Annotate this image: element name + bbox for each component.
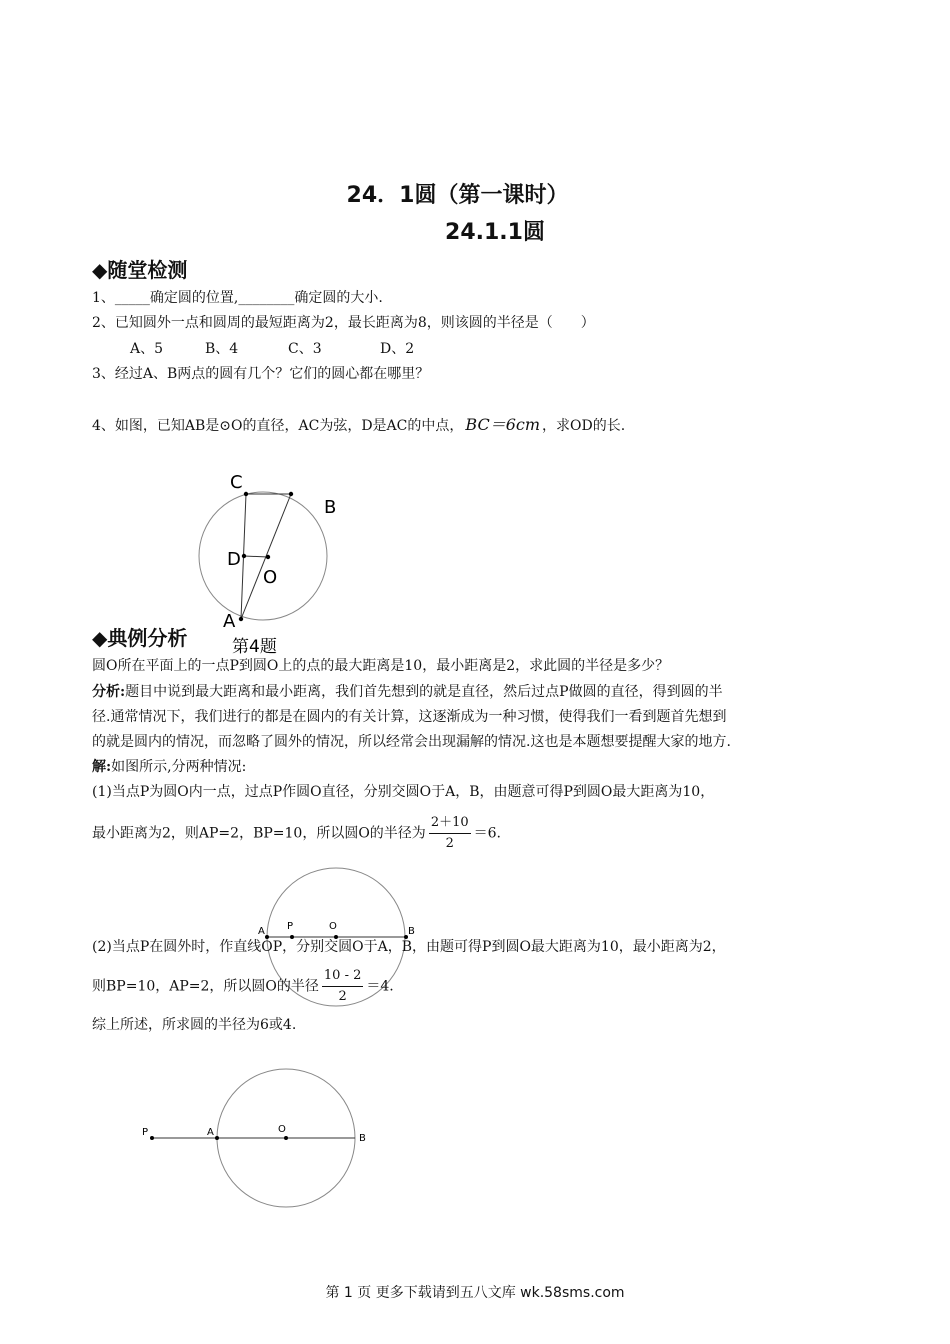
- label-a: A: [258, 926, 265, 937]
- case-1-line-2: [92, 813, 501, 854]
- case-1-text: 最小距离为2，则AP=2，BP=10，所以圆O的半径为: [92, 825, 426, 842]
- question-2-option-a: A、5: [130, 341, 164, 357]
- case-1-result: ＝6.: [473, 825, 501, 842]
- case-2-line-1: (2)当点P在圆外时，作直线OP，分别交圆O于A，B，由题可得P到圆O最大距离为10，最小距离为2，: [92, 939, 726, 955]
- conclusion: 综上所述，所求圆的半径为6或4.: [92, 1017, 297, 1033]
- analysis-line-2: 径.通常情况下，我们进行的都是在圆内的有关计算，这逐渐成为一种习惯，使得我们一看到题首先想到: [92, 709, 727, 725]
- figure-caption: 第4题: [232, 637, 277, 657]
- analysis-line-3: 的就是圆内的情况，而忽略了圆外的情况，所以经常会出现漏解的情况.这也是本题想要提醒大家的地方.: [92, 734, 731, 750]
- case-2-denominator: 2: [338, 989, 347, 1004]
- solution-intro-text: 如图所示,分两种情况:: [111, 759, 247, 775]
- case-1-line-1: (1)当点P为圆O内一点，过点P作圆O直径，分别交圆O于A，B，由题意可得P到圆O最大距离为10，: [92, 784, 715, 800]
- case-2-fraction: [322, 966, 363, 1007]
- point-a: [215, 1136, 219, 1140]
- section-heading-quiz: ◆随堂检测: [92, 258, 188, 282]
- point-p: [150, 1136, 154, 1140]
- question-2-option-d: D、2: [380, 341, 415, 357]
- question-4-formula: BC＝6cm: [465, 415, 541, 434]
- label-b: B: [359, 1133, 366, 1144]
- point-o: [284, 1136, 288, 1140]
- point-c: [244, 492, 248, 496]
- page-subtitle: 24.1.1圆: [445, 220, 545, 245]
- label-a: A: [223, 611, 236, 632]
- section-heading-example: ◆典例分析: [92, 626, 188, 650]
- point-a: [239, 617, 243, 621]
- question-4-ask: ，求OD的长.: [542, 418, 626, 434]
- case-1-fraction: [429, 813, 471, 854]
- question-4-text: 4、如图，已知AB是⊙O的直径，AC为弦，D是AC的中点，: [92, 418, 464, 434]
- label-p: P: [287, 921, 294, 932]
- page-footer: 第 1 页 更多下载请到五八文库 wk.58sms.com: [325, 1285, 625, 1301]
- case-1-denominator: 2: [445, 836, 454, 851]
- question-2: 2、已知圆外一点和圆周的最短距离为2，最长距离为8，则该圆的半径是（ ）: [92, 315, 595, 331]
- label-o: O: [278, 1124, 286, 1135]
- point-b: [289, 492, 293, 496]
- solution-label: 解:: [92, 759, 112, 775]
- question-1: 1、_____确定圆的位置,________确定圆的大小.: [92, 290, 383, 306]
- question-2-option-c: C、3: [288, 341, 322, 357]
- point-o: [266, 555, 270, 559]
- case-2-line-2: [92, 966, 394, 1007]
- label-o: O: [329, 921, 337, 932]
- label-b: B: [408, 926, 415, 937]
- solution-intro: [92, 757, 246, 777]
- page-title: 24．1圆（第一课时）: [346, 183, 569, 208]
- analysis-label: 分析:: [92, 684, 126, 700]
- label-p: P: [142, 1127, 149, 1138]
- label-a: A: [207, 1127, 214, 1138]
- case-2-result: ＝4.: [366, 978, 394, 995]
- point-d: [242, 554, 246, 558]
- label-b: B: [324, 497, 337, 518]
- question-4: [92, 415, 625, 436]
- label-d: D: [227, 549, 241, 570]
- analysis-text-1: 题目中说到最大距离和最小距离，我们首先想到的就是直径，然后过点P做圆的直径，得到圆的半: [125, 684, 723, 700]
- analysis-line-1: [92, 682, 723, 702]
- label-c: C: [230, 472, 243, 493]
- label-o: O: [263, 567, 278, 588]
- case-1-numerator: 2＋10: [429, 813, 471, 834]
- case-2-text: 则BP=10，AP=2，所以圆O的半径: [92, 978, 319, 995]
- figure-case-2: [135, 1062, 380, 1212]
- example-problem: 圆O所在平面上的一点P到圆O上的点的最大距离是10，最小距离是2，求此圆的半径是多少？: [92, 658, 670, 674]
- question-2-option-b: B、4: [205, 341, 239, 357]
- circle-shape: [199, 492, 327, 620]
- case-2-numerator: 10 - 2: [322, 966, 363, 987]
- segment-od: [244, 556, 268, 557]
- question-3: 3、经过A、B两点的圆有几个？它们的圆心都在哪里？: [92, 366, 430, 382]
- figure-question-4: [190, 465, 340, 660]
